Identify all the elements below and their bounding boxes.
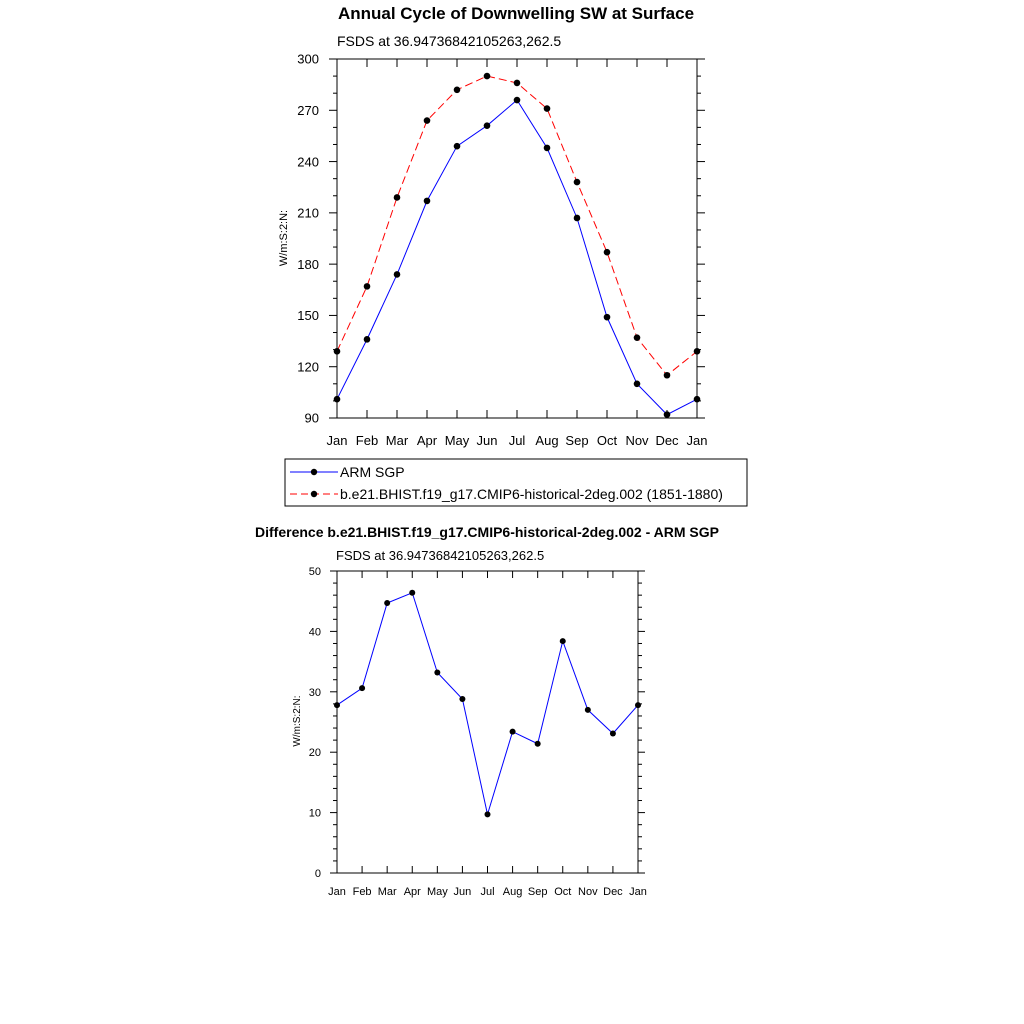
x-tick-label: Jan [686,433,708,448]
x-tick-label: Feb [355,433,379,448]
y-tick-label: 30 [308,686,321,699]
x-tick-label: Mar [385,433,409,448]
data-point [694,396,701,403]
x-tick-label: Jun [453,886,472,898]
x-tick-label: Feb [352,886,372,898]
x-tick-label: Apr [416,433,438,448]
legend-label-cmip6: b.e21.BHIST.f19_g17.CMIP6-historical-2deg.002 (1851-1880) [340,486,723,502]
data-point [334,348,341,355]
data-point [334,702,340,708]
y-tick-label: 10 [308,807,321,820]
y-tick-label: 270 [297,102,319,118]
data-point [359,685,365,691]
series-line-1 [337,76,697,375]
data-point [514,80,521,87]
x-tick-label: Aug [502,886,523,898]
x-tick-label: Oct [596,433,618,448]
chart2-ylabel: W/m:S:2:N: [292,695,303,747]
chart1-ylabel: W/m:S:2:N: [278,209,290,267]
legend-marker-arm-sgp [311,469,317,475]
data-point [424,198,431,205]
data-point [664,372,671,379]
data-point [510,729,516,735]
y-tick-label: 300 [297,51,319,67]
data-point [484,73,491,80]
x-tick-label: Dec [603,886,623,898]
legend-marker-cmip6 [311,491,317,497]
data-point [544,145,551,152]
plot-frame [337,59,697,418]
chart1-plot [297,52,707,448]
y-tick-label: 50 [308,565,321,578]
data-point [604,314,611,321]
x-tick-label: Aug [535,433,559,448]
chart1-legend [285,459,747,506]
x-tick-label: Nov [578,886,598,898]
x-tick-label: Mar [377,886,397,898]
y-tick-label: 20 [308,747,321,760]
data-point [635,702,641,708]
y-tick-label: 150 [297,308,319,324]
x-tick-label: May [426,886,448,898]
data-point [454,143,461,150]
data-point [634,334,641,341]
x-tick-label: Jan [326,433,348,448]
data-point [454,86,461,93]
x-tick-label: Nov [625,433,649,448]
data-point [604,249,611,256]
x-tick-label: Sep [527,886,548,898]
data-point [574,179,581,186]
y-tick-label: 0 [314,867,321,880]
data-point [485,811,491,817]
chart1-subtitle: FSDS at 36.94736842105263,262.5 [337,33,562,49]
chart2-title: Difference b.e21.BHIST.f19_g17.CMIP6-historical-2deg.002 - ARM SGP [255,524,719,540]
data-point [634,381,641,388]
x-tick-label: Jun [476,433,498,448]
x-tick-label: Oct [554,886,572,898]
x-tick-label: Jan [629,886,647,898]
data-point [334,396,341,403]
series-line-0 [337,593,638,815]
data-point [459,696,465,702]
data-point [574,215,581,222]
data-point [560,638,566,644]
data-point [694,348,701,355]
data-point [409,590,415,596]
y-tick-label: 180 [297,256,319,272]
data-point [544,105,551,112]
x-tick-label: Dec [655,433,679,448]
chart2-plot [309,566,647,898]
plot-frame [337,571,638,873]
data-point [610,730,616,736]
x-tick-label: Apr [403,886,421,898]
y-tick-label: 240 [297,154,319,170]
x-tick-label: Jul [480,886,495,898]
legend-label-arm-sgp: ARM SGP [340,464,405,480]
data-point [514,97,521,104]
data-point [484,122,491,129]
data-point [424,117,431,124]
data-point [364,336,371,343]
chart1-title: Annual Cycle of Downwelling SW at Surface [337,4,695,23]
y-tick-label: 120 [297,359,319,375]
y-tick-label: 40 [308,626,321,639]
data-point [585,707,591,713]
data-point [664,411,671,418]
chart2-subtitle: FSDS at 36.94736842105263,262.5 [336,548,545,563]
y-tick-label: 90 [304,410,319,426]
data-point [384,600,390,606]
x-tick-label: May [444,433,470,448]
x-tick-label: Jan [328,886,346,898]
data-point [394,194,401,201]
data-point [434,669,440,675]
data-point [364,283,371,290]
data-point [394,271,401,278]
series-line-0 [337,100,697,415]
x-tick-label: Jul [508,433,526,448]
y-tick-label: 210 [297,205,319,221]
data-point [535,741,541,747]
x-tick-label: Sep [565,433,589,448]
